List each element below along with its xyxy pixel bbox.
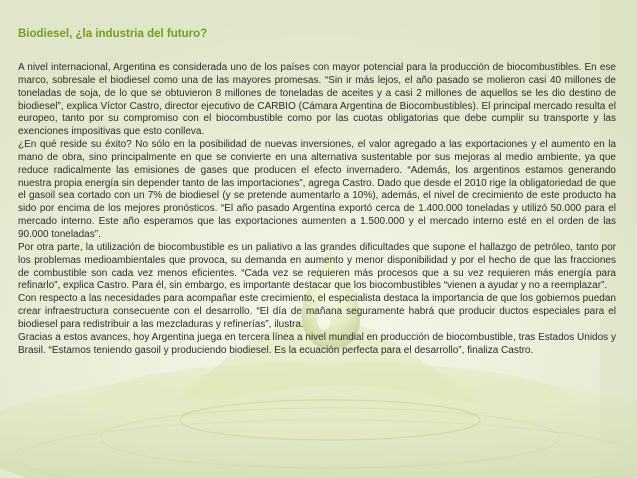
article-paragraph: Con respecto a las necesidades para acompañar este crecimiento, el especialista destaca la importancia de que los gobiernos puedan crear infraestructura consecuente con el desarrollo. “El día de mañana seguramente habrá que producir ductos especiales para el biodiesel para redistribuir a las mezcladuras y refinerías”, ilustra.: [18, 293, 616, 330]
article-paragraph: Gracias a estos avances, hoy Argentina juega en tercera línea a nivel mundial en producción de biocombustible, tras Estados Unidos y Brasil. “Estamos teniendo gasoil y produciendo biodiesel. Es la ecuación perfecta para el desarrollo”, finaliza Castro.: [18, 331, 616, 356]
article-paragraph: Por otra parte, la utilización de biocombustible es un paliativo a las grandes dificultades que supone el hallazgo de petróleo, tanto por los problemas medioambientales que provoca, su demanda en aumento y menor disponibilidad y por el hecho de que las fracciones de combustible son cada vez menos eficientes. “Cada vez se requieren más procesos que a su vez requieren más energía para refinarlo”, explica Castro. Para él, sin embargo, es importante destacar que los biocombustibles “vienen a ayudar y no a reemplazar”.: [18, 241, 616, 292]
article-paragraph: A nivel internacional, Argentina es considerada uno de los países con mayor potencial para la producción de biocombustibles. En ese marco, sobresale el biodiesel como una de las mayores promesas. “Sin ir más lejos, el año pasado se molieron casi 40 millones de toneladas de soja, de lo que se obtuvieron 8 millones de toneladas de aceites y a casi 2 millones de aquellos se les dio destino de biodiesel”, explica Víctor Castro, director ejecutivo de CARBIO (Cámara Argentina de Biocombustibles). El principal mercado resulta el europeo, tanto por su compromiso con el biocombustible como por las cuotas obligatorias que debe cumplir su transporte y las exenciones impositivas que esto conlleva.: [18, 62, 616, 138]
article-body: [18, 62, 616, 357]
article-paragraph: ¿En qué reside su éxito? No sólo en la posibilidad de nuevas inversiones, el valor agregado a las exportaciones y el aumento en la mano de obra, sino principalmente en que se convierte en una alternativa sustentable por sus mejoras al medio ambiente, ya que reduce radicalmente las emisiones de gases que producen el efecto invernadero. “Además, los argentinos estamos generando nuestra propia energía sin depender tanto de las importaciones”, agrega Castro. Dado que desde el 2010 rige la obligatoriedad de que el gasoil sea cortado con un 7% de biodiesel (y se pretende aumentarlo a 10%), además, el nivel de crecimiento de este producto ha sido por encima de los mejores pronósticos. “El año pasado Argentina exportó cerca de 1.400.000 toneladas y utilizó 50.000 para el mercado interno. Este año esperamos que las exportaciones aumenten a 1.500.000 y el mercado interno esté en el orden de las 90.000 toneladas”.: [18, 139, 616, 240]
article: [18, 27, 616, 357]
article-title: Biodiesel, ¿la industria del futuro?: [18, 28, 208, 40]
